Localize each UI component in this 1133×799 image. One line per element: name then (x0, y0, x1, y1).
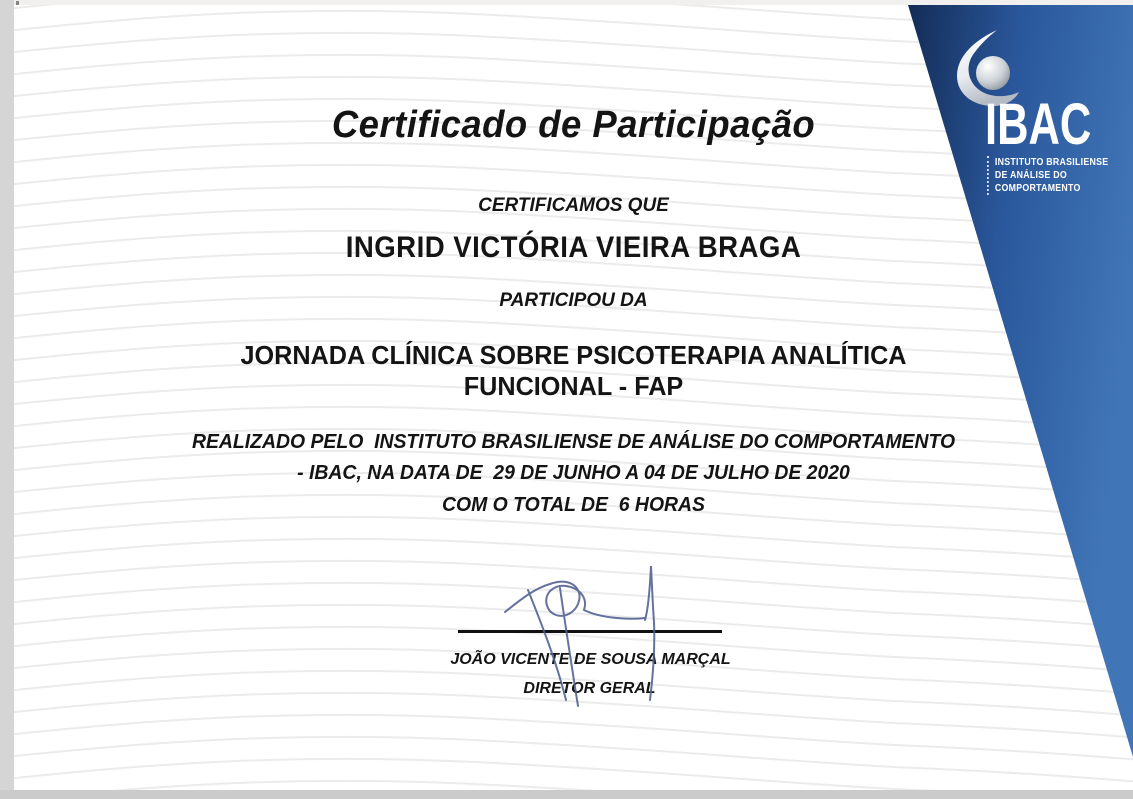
signatory-role: DIRETOR GERAL (523, 680, 656, 697)
event-title-line2: FUNCIONAL - FAP (463, 371, 684, 401)
certify-label: CERTIFICAMOS QUE (478, 195, 669, 216)
participation-label: PARTICIPOU DA (499, 290, 648, 311)
logo-name-line1: INSTITUTO BRASILIENSE (994, 157, 1109, 168)
certificate-title: Certificado de Participação (331, 104, 816, 146)
logo-name-line2: DE ANÁLISE DO (994, 170, 1067, 181)
certificate-document (14, 5, 1133, 790)
frame-bottom-strip (0, 790, 1133, 799)
ibac-logo-acronym: IBAC (985, 92, 1092, 157)
frame-left-strip (0, 0, 14, 799)
signatory-name: JOÃO VICENTE DE SOUSA MARÇAL (450, 651, 731, 668)
handwritten-signature (14, 5, 1133, 790)
event-details-line2: - IBAC, NA DATA DE 29 DE JUNHO A 04 DE JULHO DE 2020 (297, 462, 850, 484)
event-details-line3: COM O TOTAL DE 6 HORAS (441, 494, 705, 516)
recipient-name: INGRID VICTÓRIA VIEIRA BRAGA (345, 231, 802, 264)
logo-name-line3: COMPORTAMENTO (994, 183, 1081, 194)
event-title-line1: JORNADA CLÍNICA SOBRE PSICOTERAPIA ANALÍTICA (240, 340, 907, 370)
event-details-line1: REALIZADO PELO INSTITUTO BRASILIENSE DE ANÁLISE DO COMPORTAMENTO (191, 431, 956, 453)
